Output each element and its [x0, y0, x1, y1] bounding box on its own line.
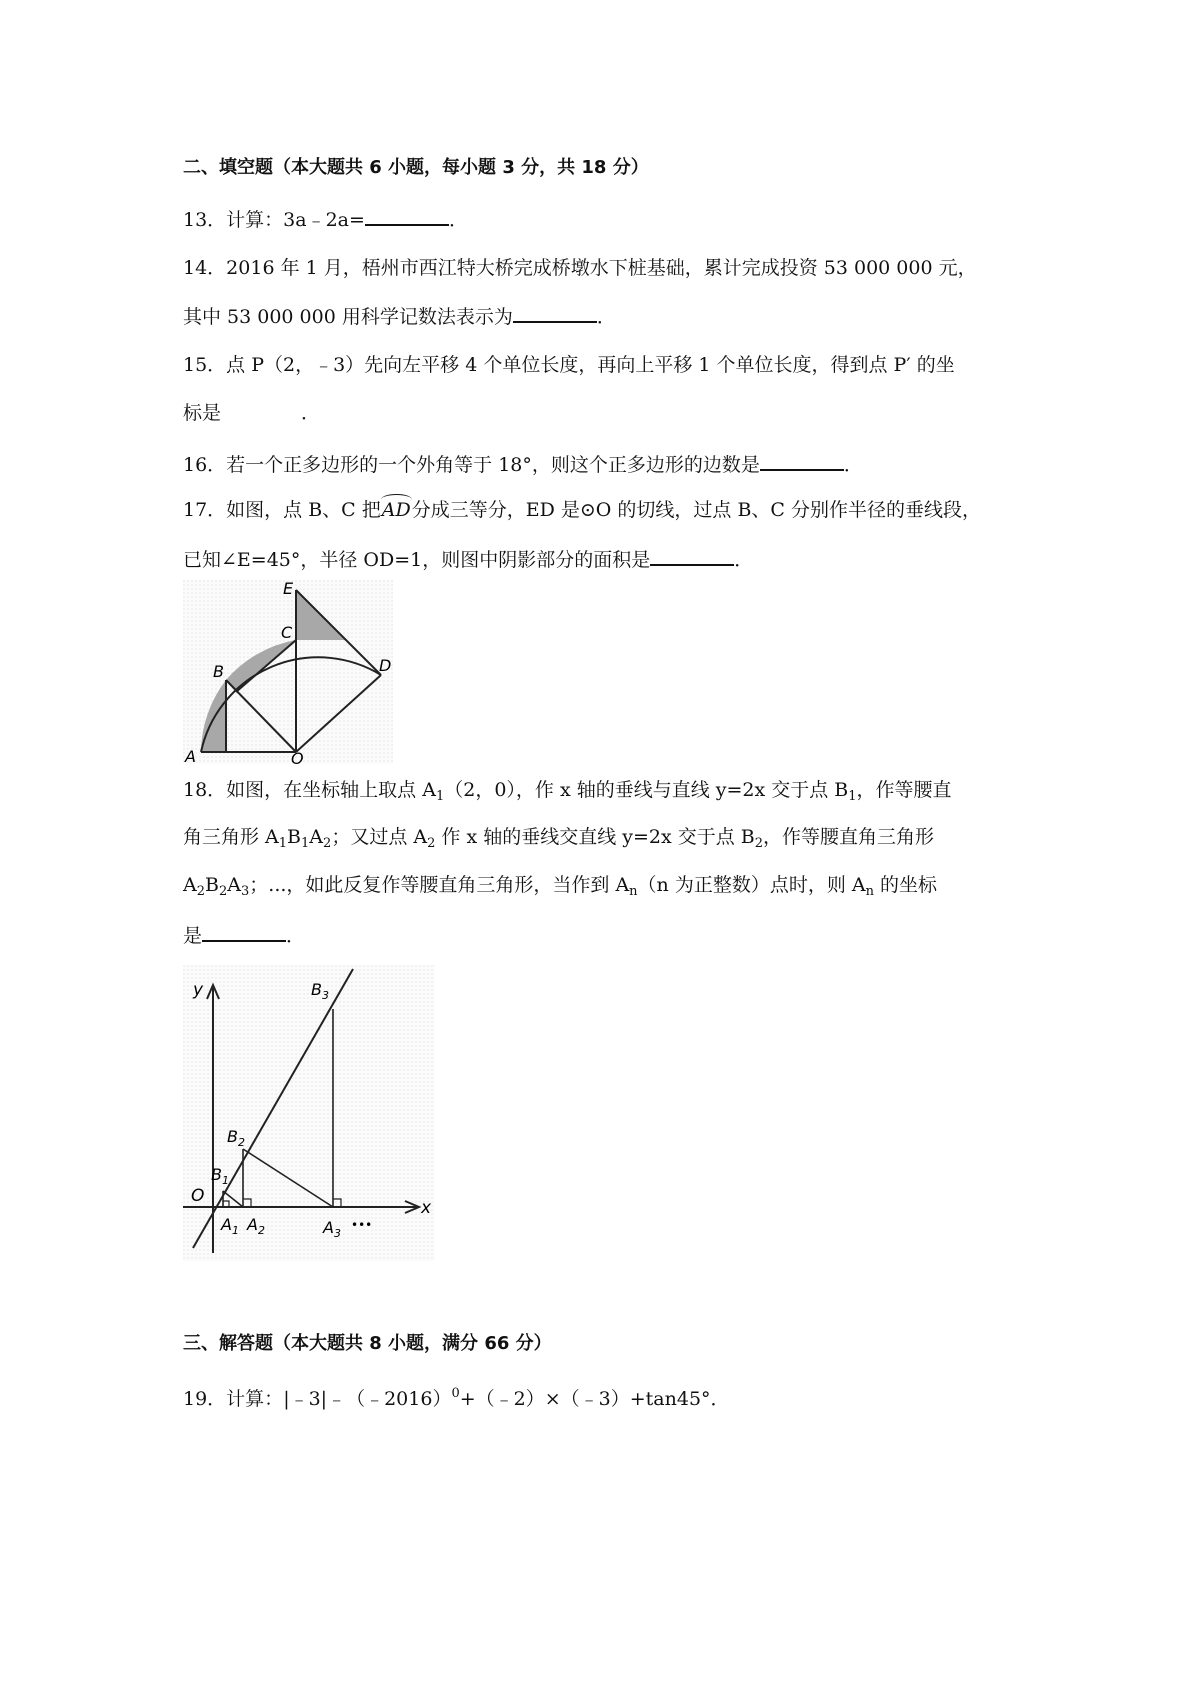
subscript: 2: [427, 836, 436, 851]
question-17-text-pre: 17．如图，点 B、C 把: [183, 499, 381, 521]
text: 角三角形 A: [183, 826, 279, 848]
figure-18: [183, 965, 435, 1265]
subscript: 2: [196, 884, 206, 899]
figure-17-svg: [183, 580, 393, 764]
subscript: 1: [278, 836, 288, 851]
exponent: 0: [451, 1386, 460, 1401]
period: ．: [448, 209, 468, 231]
text: 19．计算：: [183, 1388, 284, 1410]
question-14-line-1: 14．2016 年 1 月，梧州市西江特大桥完成桥墩水下桩基础，累计完成投资 53 000 000 元，: [183, 257, 977, 279]
section-2-heading: 二、填空题（本大题共 6 小题，每小题 3 分，共 18 分）: [183, 157, 649, 178]
answer-blank: [650, 546, 734, 566]
subscript: 1: [848, 789, 857, 804]
label-x: x: [421, 1198, 432, 1218]
text: 18．如图，在坐标轴上取点 A: [183, 779, 436, 801]
question-17-line-2: [183, 546, 753, 572]
question-16: [183, 451, 863, 477]
arc-ad: AD: [381, 499, 411, 521]
text: A: [227, 874, 241, 896]
label-o: O: [291, 749, 304, 764]
answer-blank: [513, 303, 597, 323]
text: ，作等腰直角三角形: [763, 826, 935, 848]
label-b: B: [213, 662, 224, 681]
label-a1: $A_1$: [221, 1215, 239, 1237]
answer-blank: [365, 206, 449, 226]
question-14-line-2: [183, 303, 616, 329]
figure-18-svg: [183, 965, 435, 1261]
subscript: 2: [323, 836, 332, 851]
question-19: [183, 1382, 730, 1411]
question-15-line-1: 15．点 P（2，﹣3）先向左平移 4 个单位长度，再向上平移 1 个单位长度，得到点 P′ 的坐: [183, 354, 955, 376]
text: A: [183, 874, 197, 896]
question-14-text: 其中 53 000 000 用科学记数法表示为: [183, 306, 513, 328]
question-18-text-4: 是: [183, 925, 203, 947]
text: B: [205, 874, 219, 896]
label-b3: $B_3$: [311, 980, 329, 1002]
subscript: 1: [301, 836, 310, 851]
question-17-line-1: [183, 498, 981, 522]
period: ．: [301, 402, 321, 424]
question-15-text: 标是: [183, 402, 222, 424]
question-18-line-2: [183, 825, 934, 856]
question-16-text: 16．若一个正多边形的一个外角等于 18°，则这个正多边形的边数是: [183, 454, 760, 476]
text: ；...，如此反复作等腰直角三角形，当作到 A: [249, 874, 630, 896]
text: （2，0），作 x 轴的垂线与直线 y=2x 交于点 B: [444, 779, 849, 801]
question-17-text-post: 分成三等分，ED 是⊙O 的切线，过点 B、C 分别作半径的垂线段，: [411, 499, 981, 521]
label-e: E: [283, 580, 294, 598]
period: ．: [596, 306, 616, 328]
question-13-text: 13．计算：3a﹣2a=: [183, 209, 365, 231]
question-15-line-2: [183, 401, 320, 425]
subscript: 2: [754, 836, 764, 851]
text: B: [287, 826, 302, 848]
subscript: n: [629, 884, 638, 899]
text: A: [309, 826, 324, 848]
period: ．: [734, 549, 754, 571]
label-o: O: [191, 1186, 205, 1206]
text: ﹣（﹣2016）: [327, 1388, 452, 1410]
question-17-text-2: 已知∠E=45°，半径 OD=1，则图中阴影部分的面积是: [183, 549, 651, 571]
subscript: 1: [435, 789, 445, 804]
text: 的坐标: [873, 874, 938, 896]
label-y: y: [193, 980, 204, 1000]
absolute-value: |﹣3|: [283, 1388, 328, 1410]
subscript: n: [865, 884, 874, 899]
label-a2: $A_2$: [247, 1215, 265, 1237]
label-a: A: [185, 747, 196, 764]
text: +（﹣2）×（﹣3）+tan45°．: [459, 1388, 730, 1410]
subscript: 2: [218, 884, 228, 899]
period: ．: [843, 454, 863, 476]
period: ．: [286, 925, 306, 947]
label-b1: $B_1$: [211, 1165, 229, 1187]
answer-blank: [202, 922, 286, 942]
label-a3: $A_3$: [323, 1218, 341, 1240]
label-c: C: [281, 623, 293, 642]
question-18-line-1: [183, 778, 952, 809]
text: ；又过点 A: [331, 826, 428, 848]
figure-17: [183, 580, 393, 768]
question-18-line-4: [183, 922, 305, 948]
answer-blank: [760, 451, 844, 471]
text: ，作等腰直: [856, 779, 952, 801]
section-3-heading: 三、解答题（本大题共 8 小题，满分 66 分）: [183, 1333, 552, 1354]
label-d: D: [379, 656, 392, 675]
text: （n 为正整数）点时，则 A: [637, 874, 866, 896]
label-b2: $B_2$: [227, 1127, 245, 1149]
label-ellipsis: •••: [351, 1218, 373, 1232]
text: 作 x 轴的垂线交直线 y=2x 交于点 B: [435, 826, 755, 848]
question-13: [183, 206, 468, 232]
subscript: 3: [241, 884, 250, 899]
question-18-line-3: [183, 873, 937, 904]
